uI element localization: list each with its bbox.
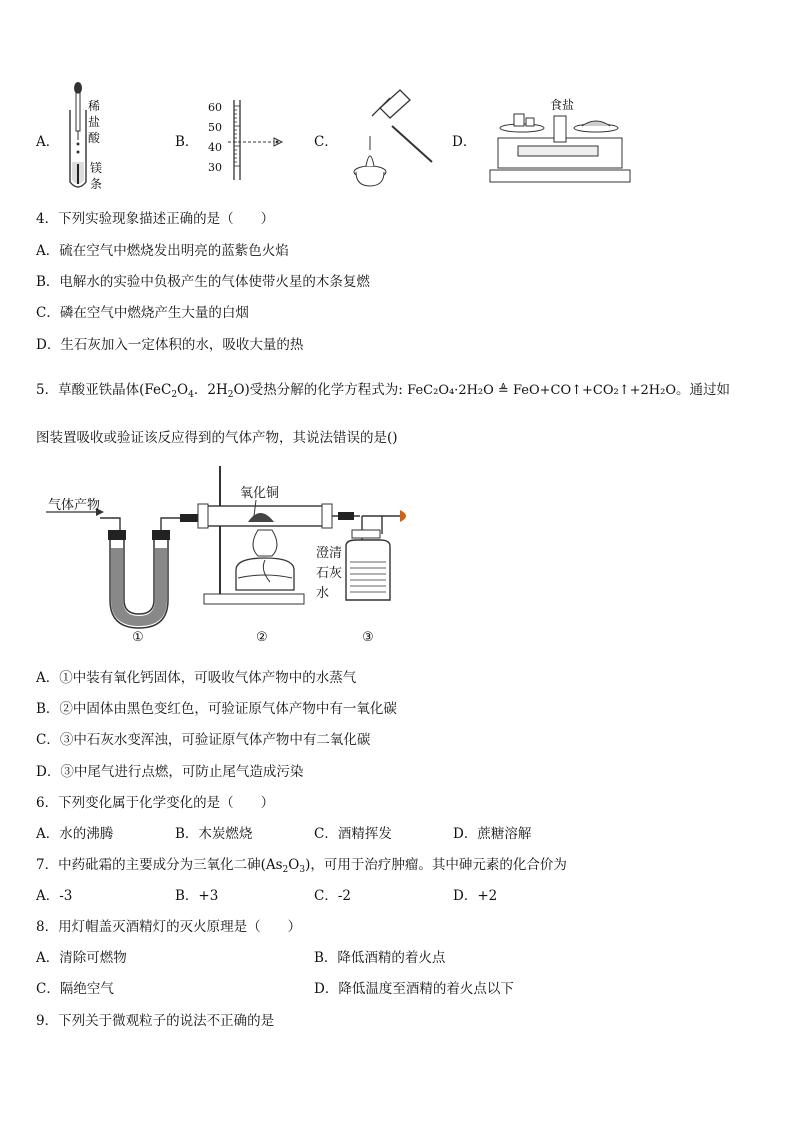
q5-stem: 5．草酸亚铁晶体($FeC_2O_4$．$2H_2O$)受热分解的化学方程式为: FeC₂O₄·2H₂O ≜ FeO+CO↑+CO₂↑+2H₂O。通过如: [36, 382, 730, 400]
q5-option-a: A．①中装有氧化钙固体，可吸收气体产物中的水蒸气: [36, 670, 357, 686]
apparatus-drawing: [40, 460, 420, 650]
figure-d-balance: [478, 108, 638, 186]
q8-option-d: D．降低温度至酒精的着火点以下: [314, 981, 514, 997]
gas-product-label: 气体产物: [48, 498, 101, 513]
q7-option-c: C．-2: [314, 888, 351, 904]
figure-b-letter: B．: [175, 134, 199, 150]
figure-a-magnesium-label: 镁 条: [90, 161, 103, 191]
q6-option-a: A．水的沸腾: [36, 826, 114, 842]
q5-stem-line2: 图装置吸收或验证该反应得到的气体产物，其说法错误的是(): [36, 430, 398, 446]
q3-figures: [30, 78, 650, 198]
q6-stem: 6．下列变化属于化学变化的是（ ）: [36, 795, 275, 811]
q8-option-b: B．降低酒精的着火点: [314, 950, 446, 966]
q5-option-b: B．②中固体由黑色变红色，可验证原气体产物中有一氧化碳: [36, 701, 397, 717]
figure-a-letter: A．: [36, 134, 60, 150]
q4-option-d: D．生石灰加入一定体积的水，吸收大量的热: [36, 337, 304, 353]
q8-option-c: C．隔绝空气: [36, 981, 114, 997]
q4-option-b: B．电解水的实验中负极产生的气体使带火星的木条复燃: [36, 274, 370, 290]
q7-option-d: D．+2: [453, 888, 498, 904]
q7-option-b: B．+3: [175, 888, 219, 904]
marker-3: ③: [362, 630, 374, 645]
copper-oxide-label: 氧化铜: [240, 486, 280, 501]
q4-stem: 4．下列实验现象描述正确的是（ ）: [36, 211, 275, 227]
q8-option-a: A．清除可燃物: [36, 950, 127, 966]
q8-stem: 8．用灯帽盖灭酒精灯的灭火原理是（ ）: [36, 919, 302, 935]
marker-1: ①: [132, 630, 144, 645]
limewater-label: 澄清 石灰 水: [316, 546, 343, 601]
q6-option-d: D．蔗糖溶解: [453, 826, 532, 842]
figure-c-heating-tube: [340, 86, 460, 194]
q5-option-c: C．③中石灰水变浑浊，可验证原气体产物中有二氧化碳: [36, 732, 371, 748]
q7-stem: 7．中药砒霜的主要成分为三氧化二砷$(As_2O_3)$，可用于治疗肿瘤。其中砷元素的化合价为: [36, 857, 567, 875]
q5-equation: FeC₂O₄·2H₂O ≜ FeO+CO↑+CO₂↑+2H₂O: [407, 383, 676, 398]
figure-d-salt-label: 食盐: [550, 98, 575, 112]
figure-c-letter: C．: [314, 134, 338, 150]
q6-option-b: B．木炭燃烧: [175, 826, 253, 842]
q5-apparatus-diagram: [40, 460, 420, 650]
q4-option-a: A．硫在空气中燃烧发出明亮的蓝紫色火焰: [36, 243, 289, 259]
figure-b-scale: 60 50 40 30: [208, 101, 222, 174]
q4-option-c: C．磷在空气中燃烧产生大量的白烟: [36, 305, 249, 321]
q6-option-c: C．酒精挥发: [314, 826, 392, 842]
q7-option-a: A．-3: [36, 888, 73, 904]
figure-a-acid-label: 稀 盐 酸: [88, 99, 101, 145]
marker-2: ②: [256, 630, 268, 645]
q9-stem: 9．下列关于微观粒子的说法不正确的是: [36, 1013, 275, 1029]
q5-option-d: D．③中尾气进行点燃，可防止尾气造成污染: [36, 764, 304, 780]
figure-d-letter: D．: [452, 134, 477, 150]
